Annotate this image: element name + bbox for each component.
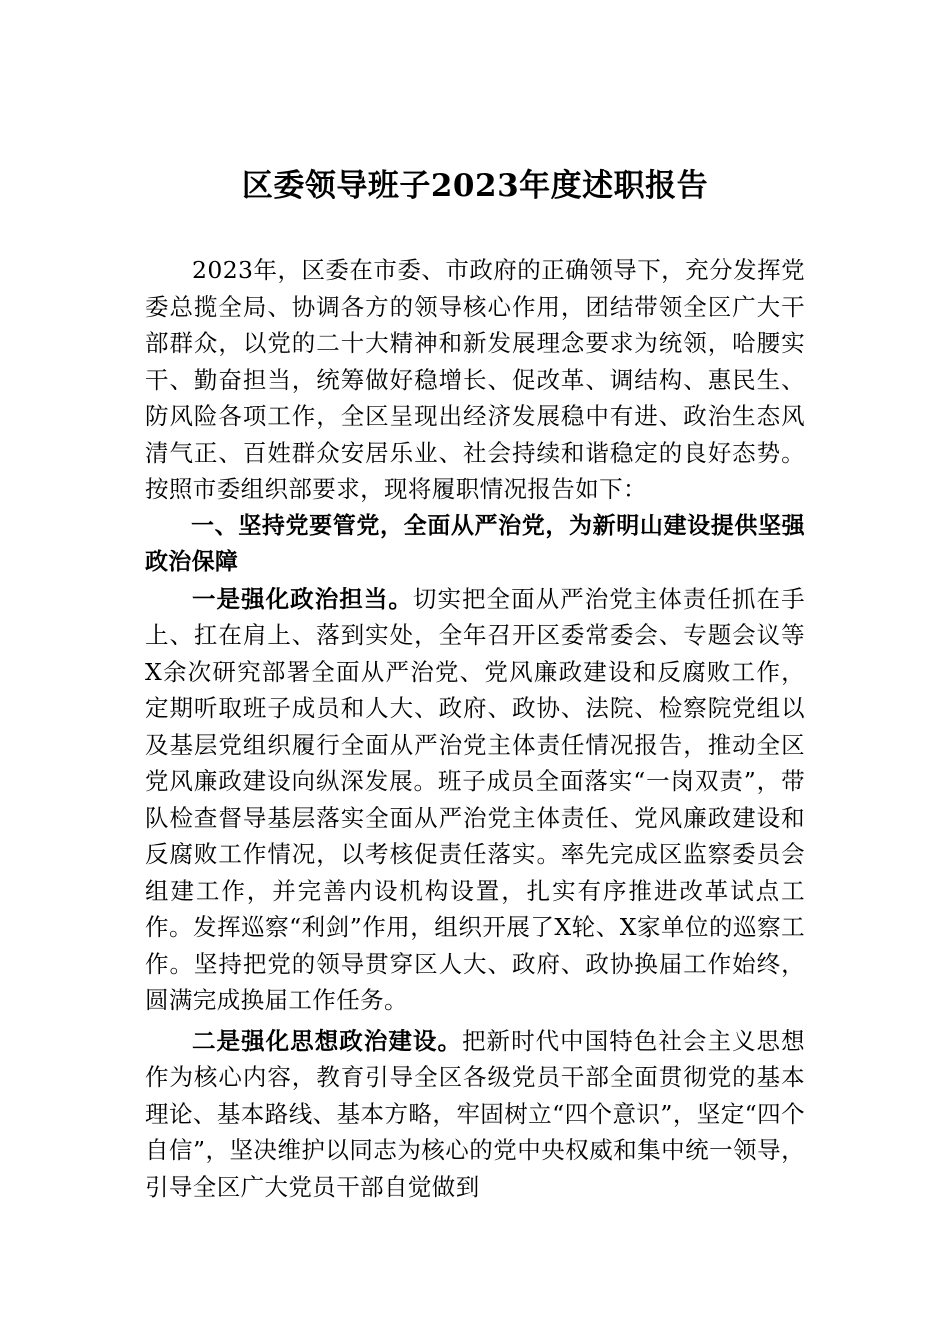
document-body	[145, 252, 805, 1205]
document-title: 区委领导班子2023年度述职报告	[241, 168, 709, 204]
item-lead-2: 二是强化思想政治建设。	[192, 1026, 462, 1055]
section-heading-1: 一、坚持党要管党，全面从严治党，为新明山建设提供坚强政治保障	[145, 512, 805, 575]
intro-paragraph: 2023年，区委在市委、市政府的正确领导下，充分发挥党委总揽全局、协调各方的领导核心作用，团结带领全区广大干部群众，以党的二十大精神和新发展理念要求为统领，哈腰实干、勤奋担当，统筹做好稳增长、促改革、调结构、惠民生、防风险各项工作，全区呈现出经济发展稳中有进、政治生态风清气正、百姓群众安居乐业、社会持续和谐稳定的良好态势。按照市委组织部要求，现将履职情况报告如下：	[145, 256, 805, 503]
item-paragraph-2	[145, 1023, 805, 1206]
item-text-2: 把新时代中国特色社会主义思想作为核心内容，教育引导全区各级党员干部全面贯彻党的基本理论、基本路线、基本方略，牢固树立“四个意识”，坚定“四个自信”，坚决维护以同志为核心的党中央权威和集中统一领导，引导全区广大党员干部自觉做到	[145, 1026, 805, 1201]
item-paragraph-1	[145, 581, 805, 1019]
item-lead-1: 一是强化政治担当。	[192, 584, 413, 613]
item-text-1: 切实把全面从严治党主体责任抓在手上、扛在肩上、落到实处，全年召开区委常委会、专题会议等X余次研究部署全面从严治党、党风廉政建设和反腐败工作，定期听取班子成员和人大、政府、政协、法院、检察院党组以及基层党组织履行全面从严治党主体责任情况报告，推动全区党风廉政建设向纵深发展。班子成员全面落实“一岗双责”，带队检查督导基层落实全面从严治党主体责任、党风廉政建设和反腐败工作情况，以考核促责任落实。率先完成区监察委员会组建工作，并完善内设机构设置，扎实有序推进改革试点工作。发挥巡察“利剑”作用，组织开展了X轮、X家单位的巡察工作。坚持把党的领导贯穿区人大、政府、政协换届工作始终，圆满完成换届工作任务。	[145, 584, 805, 1014]
